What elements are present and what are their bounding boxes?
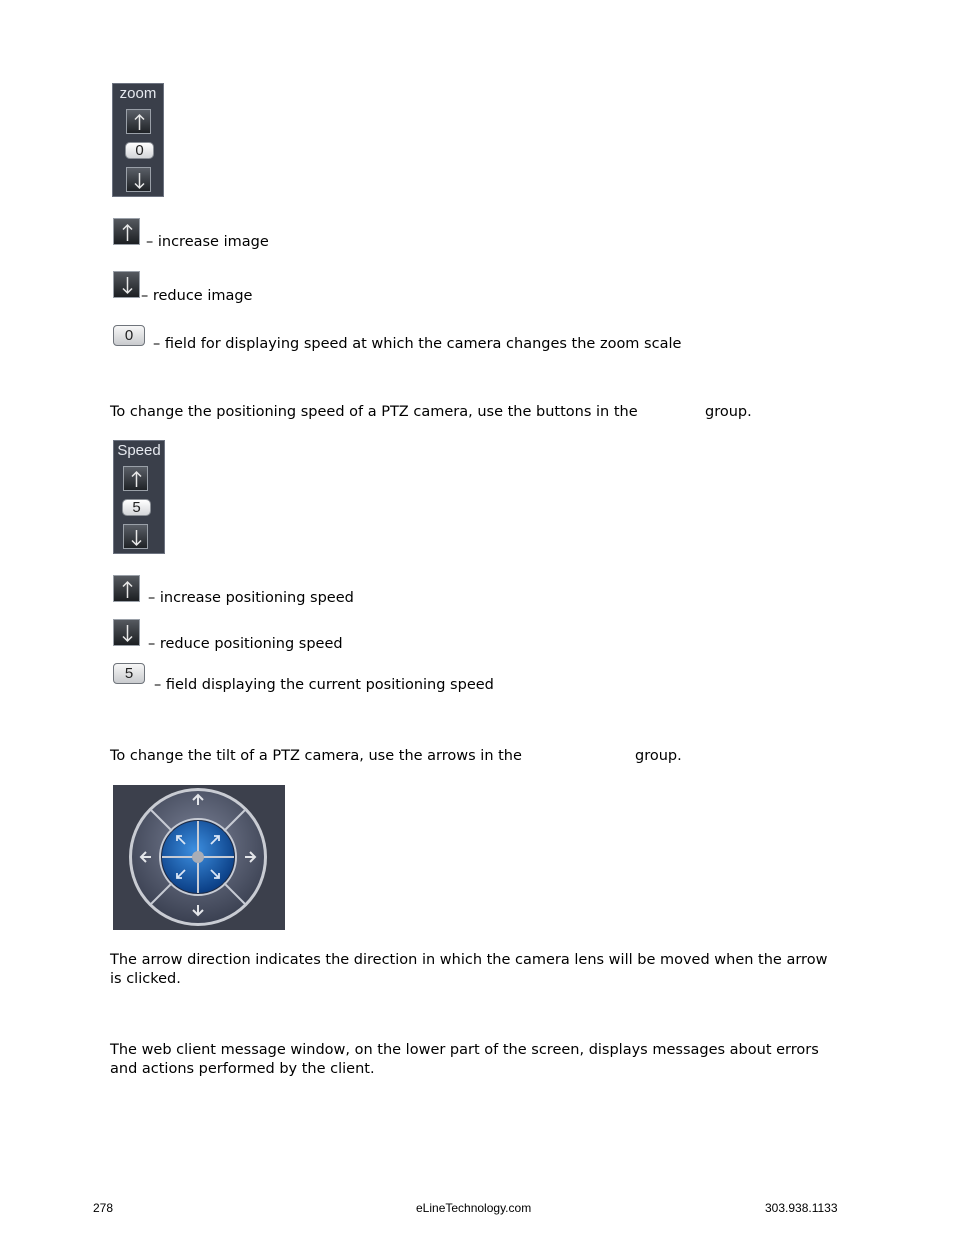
footer-phone: 303.938.1133 (765, 1201, 838, 1215)
speed-field-text: – field displaying the current positioning speed (154, 677, 494, 693)
tilt-intro-text: To change the tilt of a PTZ camera, use the arrows in the (110, 748, 522, 764)
speed-intro-group-word: group. (705, 404, 752, 420)
speed-up-button[interactable] (123, 466, 148, 491)
reduce-speed-icon (113, 619, 140, 646)
zoom-down-button[interactable] (126, 167, 151, 192)
increase-image-icon (113, 218, 140, 245)
arrow-up-icon (124, 467, 149, 492)
arrow-down-icon (127, 168, 152, 193)
message-window-paragraph: The web client message window, on the lower part of the screen, displays messages about errors and actions performed by the client. (110, 1042, 819, 1077)
zoom-panel-title: zoom (119, 85, 157, 102)
zoom-value-field: 0 (125, 142, 154, 159)
tilt-intro-group-word: group. (635, 748, 682, 764)
speed-down-button[interactable] (123, 524, 148, 549)
increase-speed-text: – increase positioning speed (148, 590, 354, 606)
increase-image-text: – increase image (146, 234, 269, 250)
speed-panel (113, 440, 165, 554)
arrow-down-icon (124, 525, 149, 550)
increase-speed-icon (113, 575, 140, 602)
arrow-up-icon (127, 110, 152, 135)
speed-value-field: 5 (122, 499, 151, 516)
ptz-joystick[interactable] (113, 785, 285, 930)
zoom-up-button[interactable] (126, 109, 151, 134)
zoom-field-icon: 0 (113, 325, 145, 346)
zoom-field-text: – field for displaying speed at which the camera changes the zoom scale (153, 336, 682, 352)
speed-intro-text: To change the positioning speed of a PTZ camera, use the buttons in the (110, 404, 638, 420)
zoom-panel (112, 83, 164, 197)
footer-page-number: 278 (93, 1201, 114, 1215)
reduce-image-text: – reduce image (141, 288, 253, 304)
reduce-image-icon (113, 271, 140, 298)
speed-panel-title: Speed (117, 442, 161, 459)
speed-field-icon: 5 (113, 663, 145, 684)
footer-website: eLineTechnology.com (416, 1201, 532, 1215)
reduce-speed-text: – reduce positioning speed (148, 636, 343, 652)
arrow-direction-paragraph: The arrow direction indicates the direction in which the camera lens will be moved when the arrow is clicked. (110, 952, 828, 987)
